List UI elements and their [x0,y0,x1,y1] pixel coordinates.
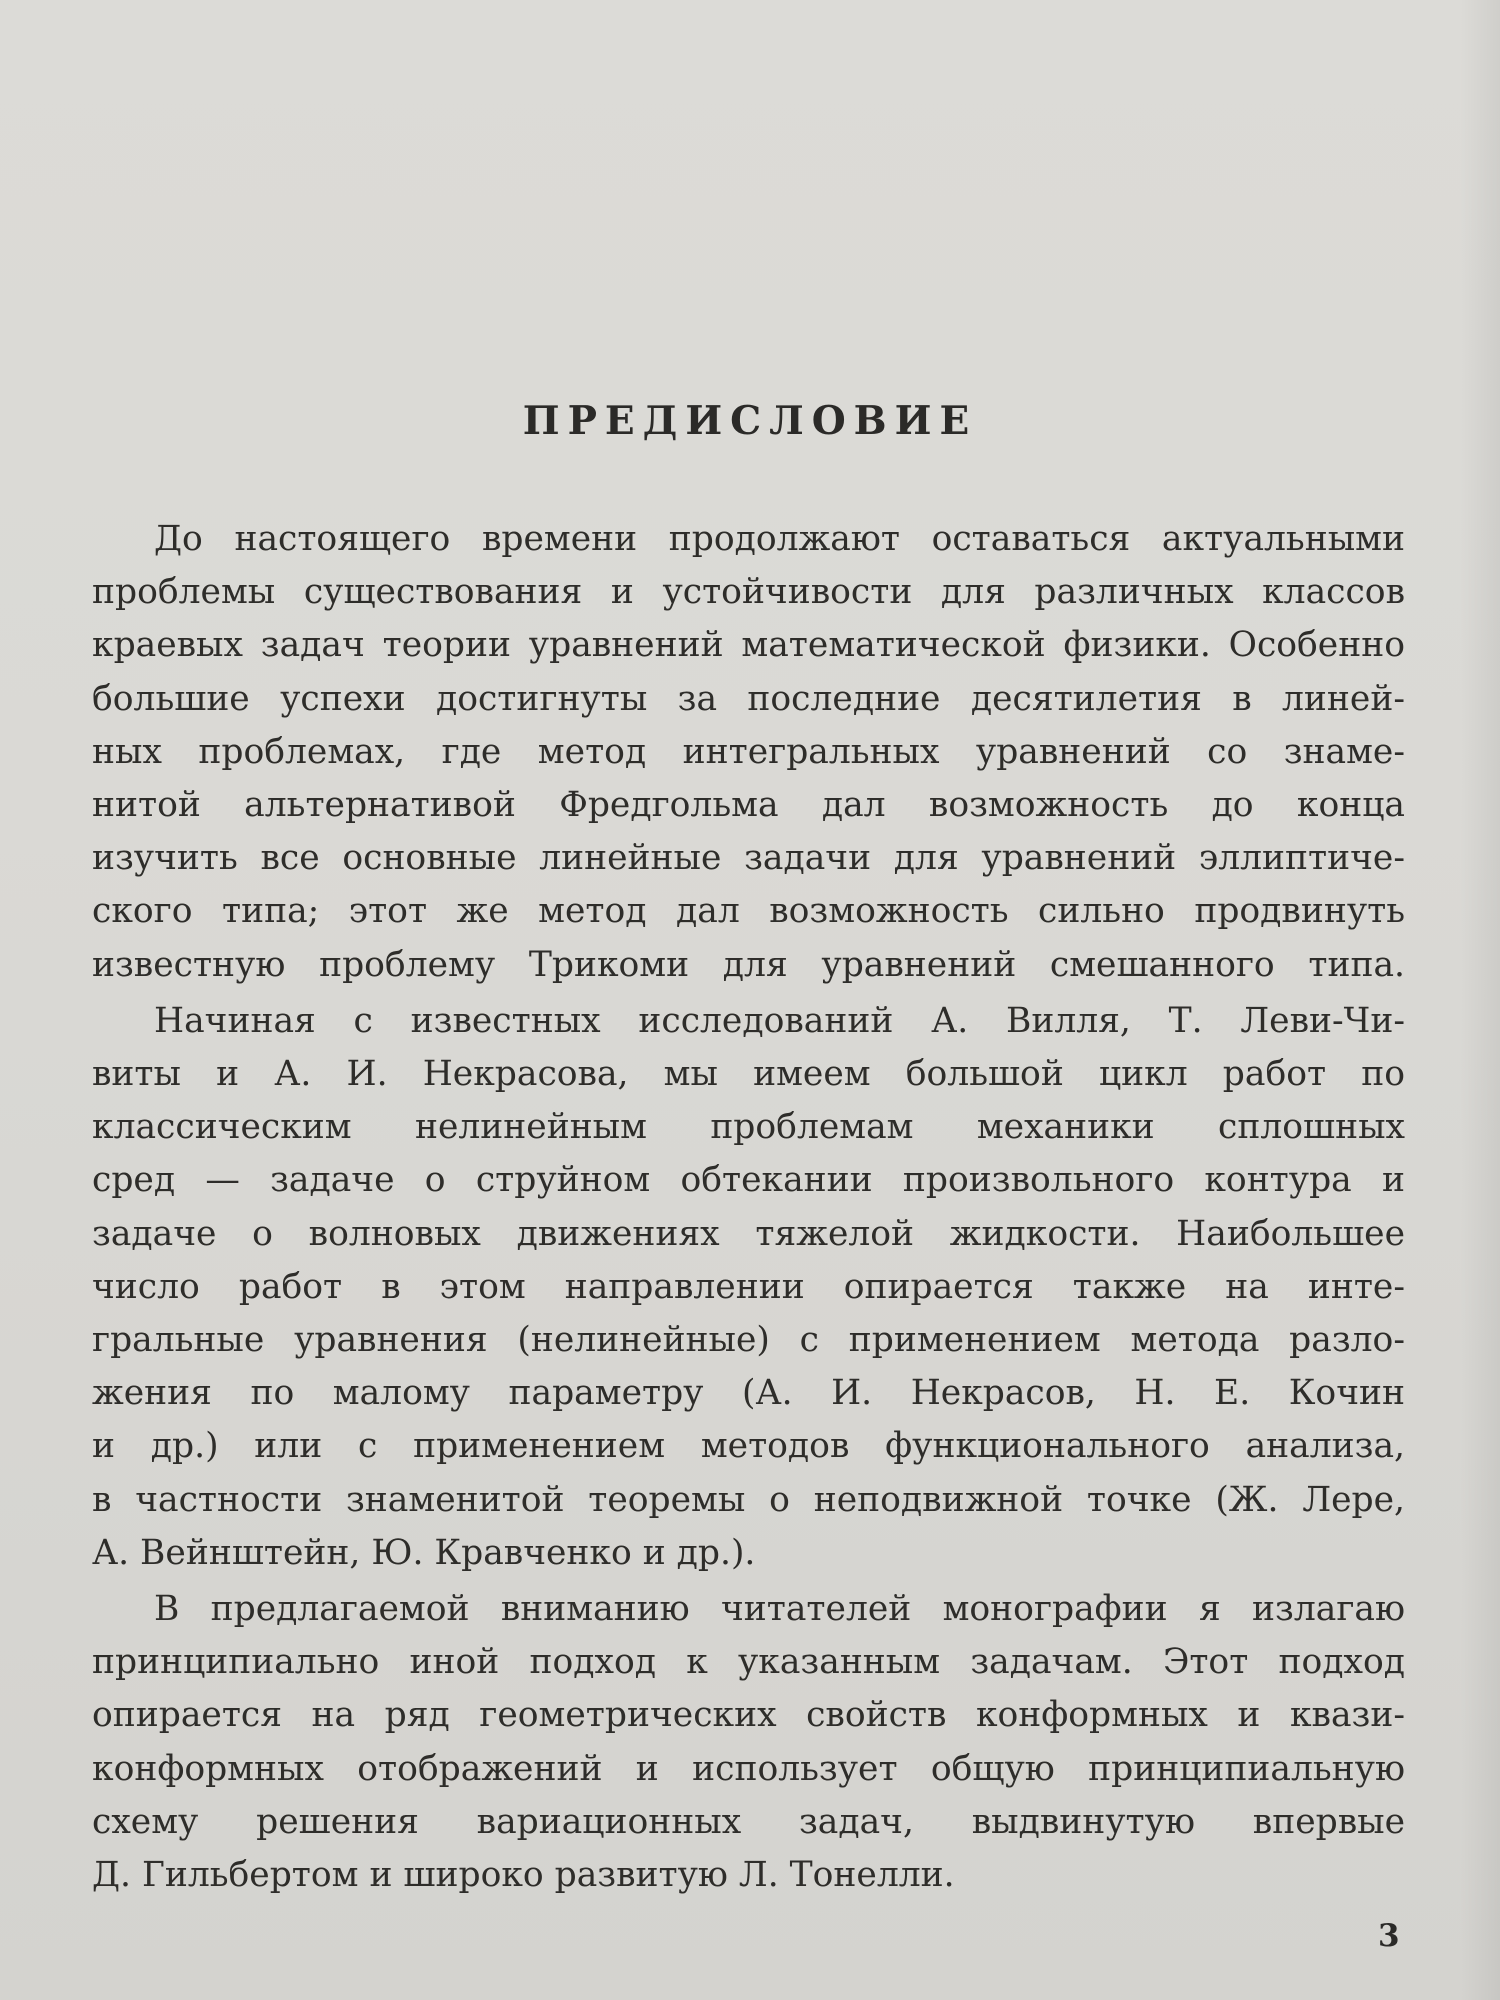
text-line: Д. Гильбертом и широко развитую Л. Тонелли. [92,1855,955,1896]
page-number: 3 [1378,1918,1400,1954]
text-line: А. Вейнштейн, Ю. Кравченко и др.). [92,1532,756,1573]
text-line: виты и А. И. Некрасова, мы имеем большой цикл работ по [92,1054,1405,1095]
text-line: Начиная с известных исследований А. Вилля, Т. Леви-Чи- [154,1000,1405,1041]
text-line: принципиально иной подход к указанным задачам. Этот подход [92,1642,1405,1683]
text-line: краевых задач теории уравнений математической физики. Особенно [92,625,1405,666]
page-heading: ПРЕДИСЛОВИЕ [522,398,978,444]
paragraph-3 [92,1583,1405,1902]
text-line: опирается на ряд геометрических свойств конформных и квази- [92,1695,1405,1736]
text-line: схему решения вариационных задач, выдвинутую впервые [92,1801,1405,1842]
text-line: До настоящего времени продолжают оставаться актуальными [154,519,1405,559]
text-line: жения по малому параметру (А. И. Некрасов, Н. Е. Кочин [92,1373,1405,1414]
text-line: большие успехи достигнуты за последние десятилетия в линей- [92,678,1405,719]
text-line: нитой альтернативой Фредгольма дал возможность до конца [92,785,1405,826]
text-line: задаче о волновых движениях тяжелой жидкости. Наибольшее [92,1213,1405,1254]
text-line: изучить все основные линейные задачи для уравнений эллиптиче- [92,838,1405,879]
paragraph-1 [92,513,1405,992]
body-text [92,513,1405,1905]
text-line: гральные уравнения (нелинейные) с применением метода разло- [92,1320,1405,1361]
text-line: конформных отображений и использует общую принципиальную [92,1748,1405,1789]
text-line: и др.) или с применением методов функционального анализа, [92,1426,1405,1467]
text-line: проблемы существования и устойчивости для различных классов [92,572,1405,613]
text-line: известную проблему Трикоми для уравнений смешанного типа. [92,944,1405,985]
text-line: ского типа; этот же метод дал возможность сильно продвинуть [92,891,1405,932]
text-line: ных проблемах, где метод интегральных уравнений со знаме- [92,731,1405,772]
text-line: В предлагаемой вниманию читателей монографии я излагаю [154,1589,1405,1630]
paragraph-2 [92,995,1405,1580]
text-line: число работ в этом направлении опирается также на инте- [92,1266,1405,1307]
text-line: классическим нелинейным проблемам механики сплошных [92,1107,1405,1148]
text-line: в частности знаменитой теоремы о неподвижной точке (Ж. Лере, [92,1479,1405,1520]
text-line: сред — задаче о струйном обтекании произвольного контура и [92,1160,1405,1201]
